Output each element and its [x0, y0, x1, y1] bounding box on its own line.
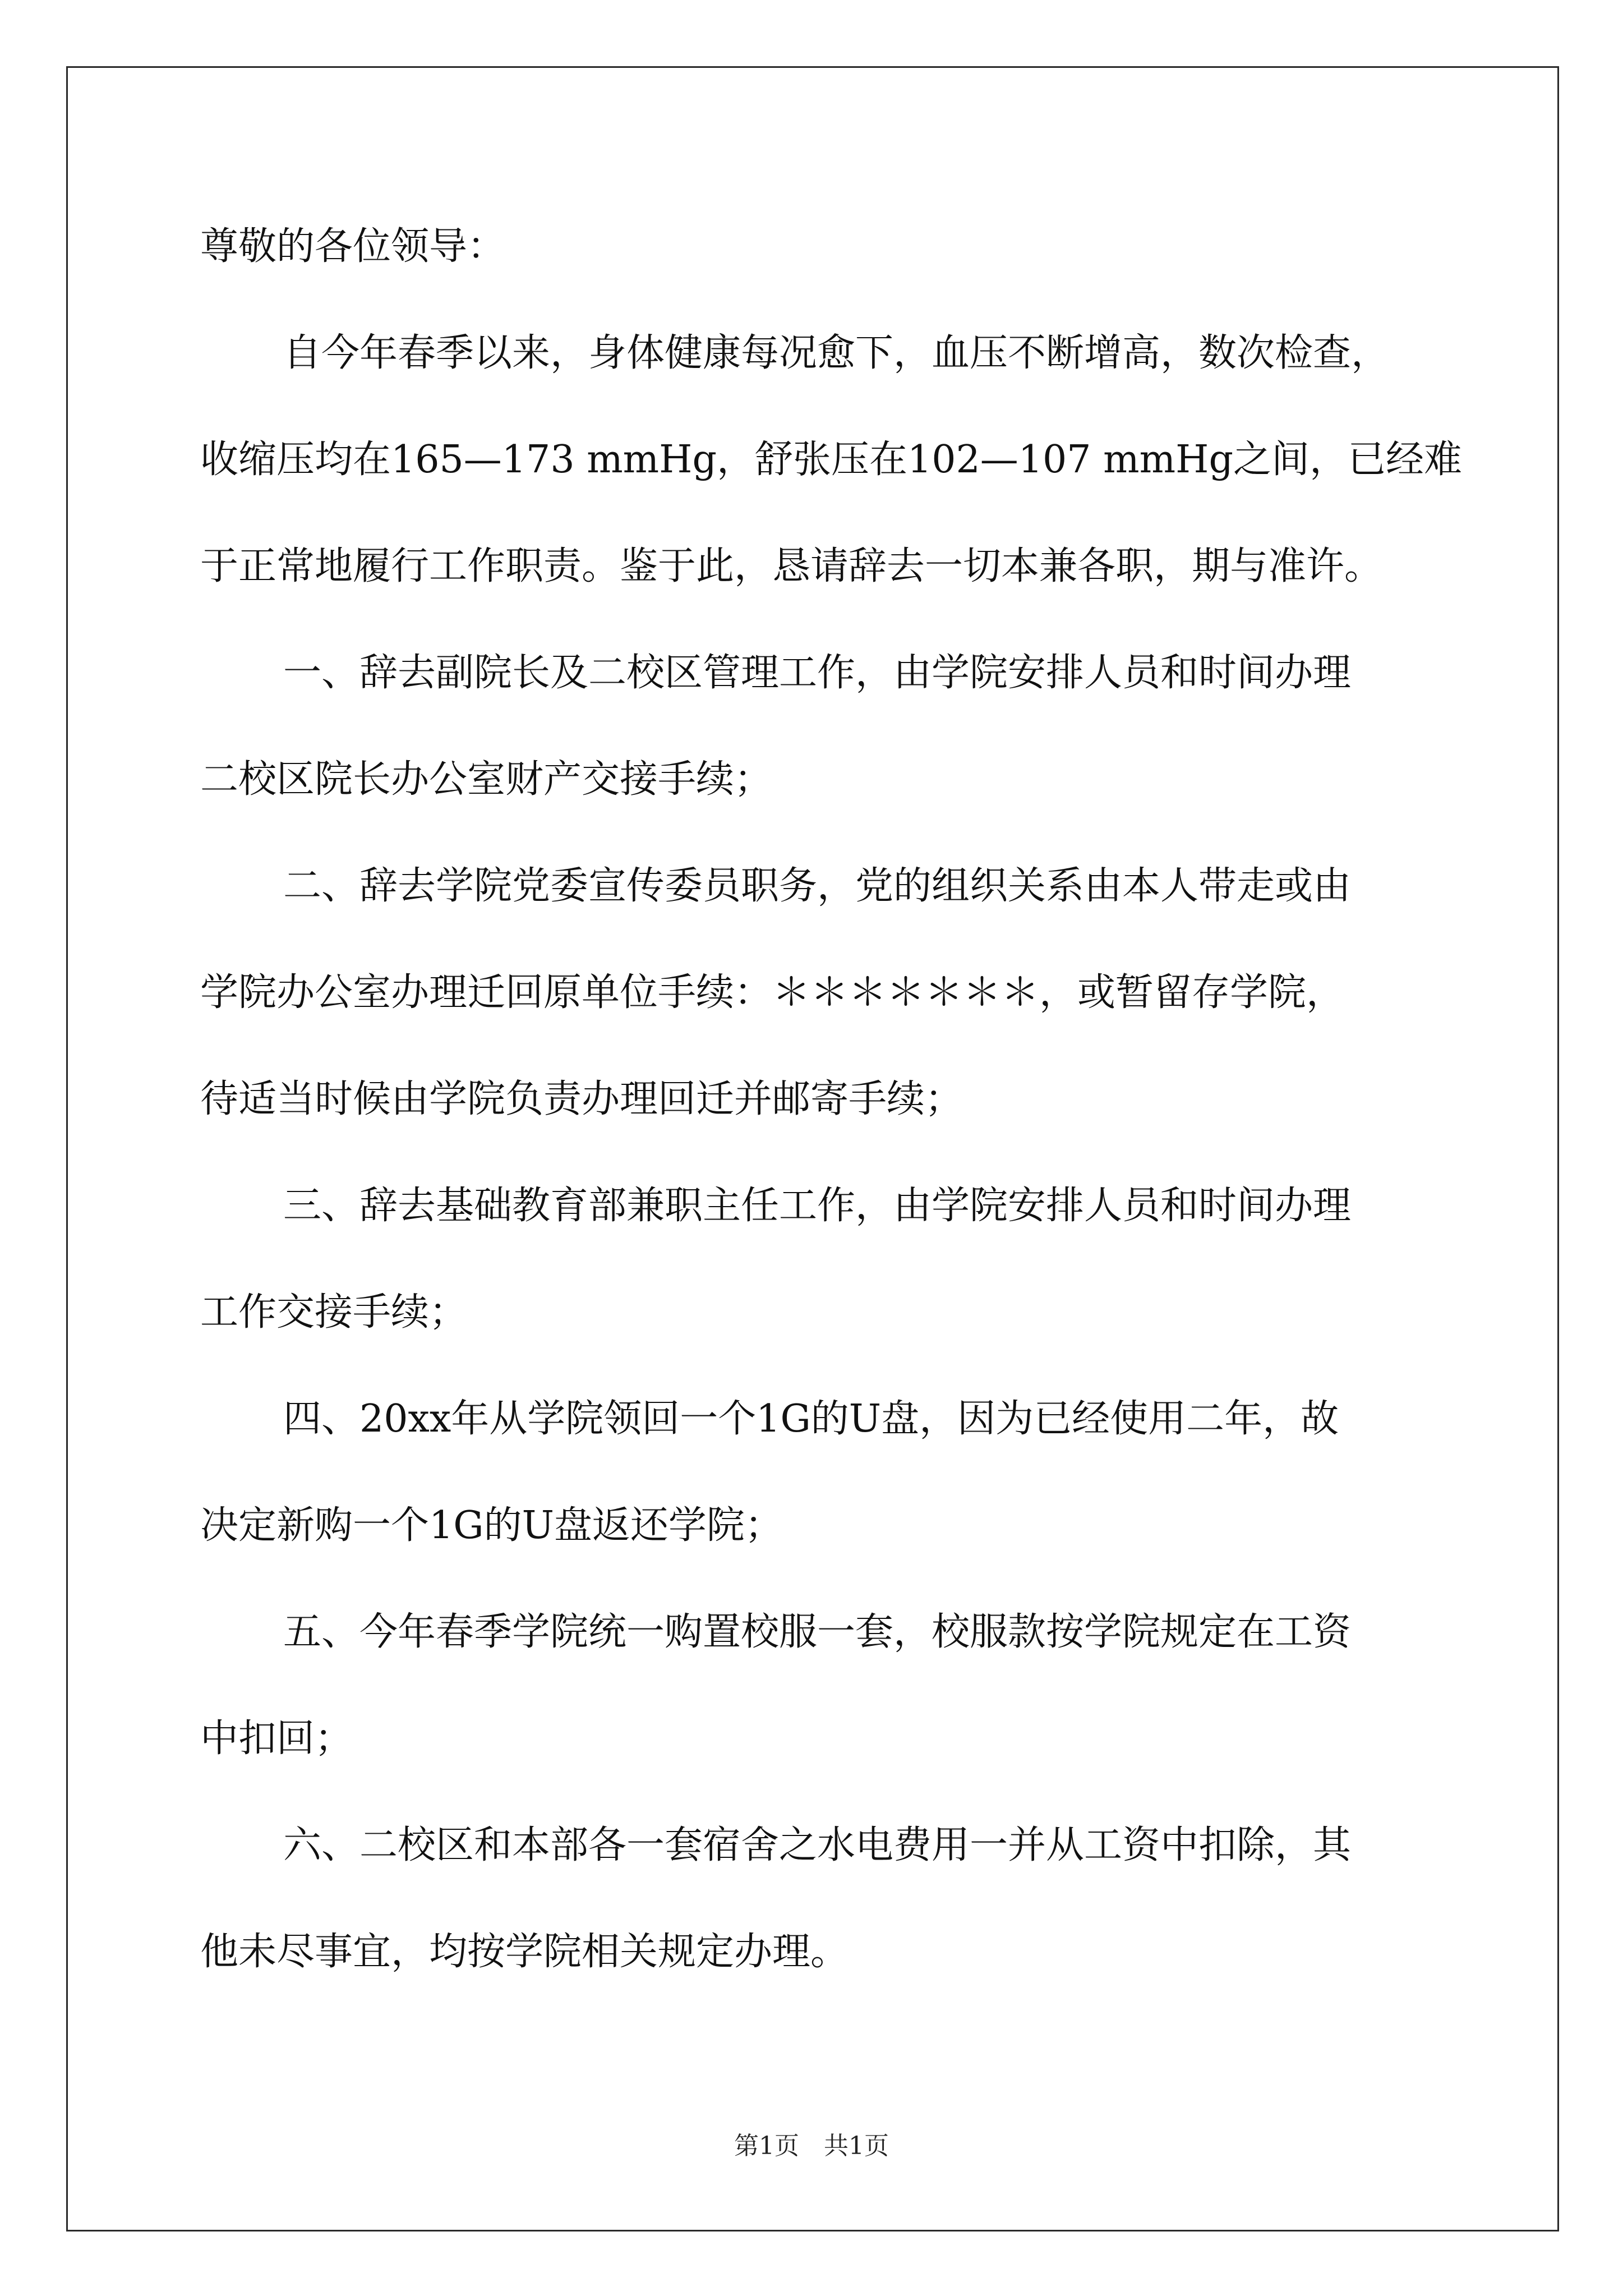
paragraph-line: 于正常地履行工作职责。鉴于此，恳请辞去一切本兼各职，期与准许。 [200, 544, 1383, 588]
list-item-line: 待适当时候由学院负责办理回迁并邮寄手续； [200, 1077, 963, 1121]
salutation: 尊敬的各位领导： [200, 224, 506, 269]
list-item-line: 二、辞去学院党委宣传委员职务，党的组织关系由本人带走或由 [283, 864, 1352, 908]
list-item-line: 工作交接手续； [200, 1290, 468, 1335]
list-item-line: 一、辞去副院长及二校区管理工作，由学院安排人员和时间办理 [283, 651, 1352, 695]
list-item-line: 决定新购一个1G的U盘返还学院； [200, 1503, 783, 1548]
paragraph-line: 自今年春季以来，身体健康每况愈下，血压不断增高，数次检查， [283, 331, 1390, 375]
list-item-line: 他未尽事宜，均按学院相关规定办理。 [200, 1930, 849, 1974]
list-item-line: 六、二校区和本部各一套宿舍之水电费用一并从工资中扣除，其 [283, 1823, 1352, 1867]
list-item-line: 二校区院长办公室财产交接手续； [200, 757, 773, 802]
page-footer: 第1页 共1页 [734, 2132, 889, 2160]
list-item-line: 中扣回； [200, 1717, 353, 1761]
list-item-line: 五、今年春季学院统一购置校服一套，校服款按学院规定在工资 [283, 1610, 1352, 1654]
list-item-line: 三、辞去基础教育部兼职主任工作，由学院安排人员和时间办理 [283, 1184, 1352, 1228]
paragraph-line: 收缩压均在165—173 mmHg，舒张压在102—107 mmHg之间，已经难 [200, 438, 1462, 482]
page-border [66, 66, 1559, 2231]
list-item-line: 四、20xx年从学院领回一个1G的U盘，因为已经使用二年，故 [283, 1397, 1339, 1441]
list-item-line: 学院办公室办理迁回原单位手续：＊＊＊＊＊＊＊，或暂留存学院， [200, 970, 1345, 1015]
